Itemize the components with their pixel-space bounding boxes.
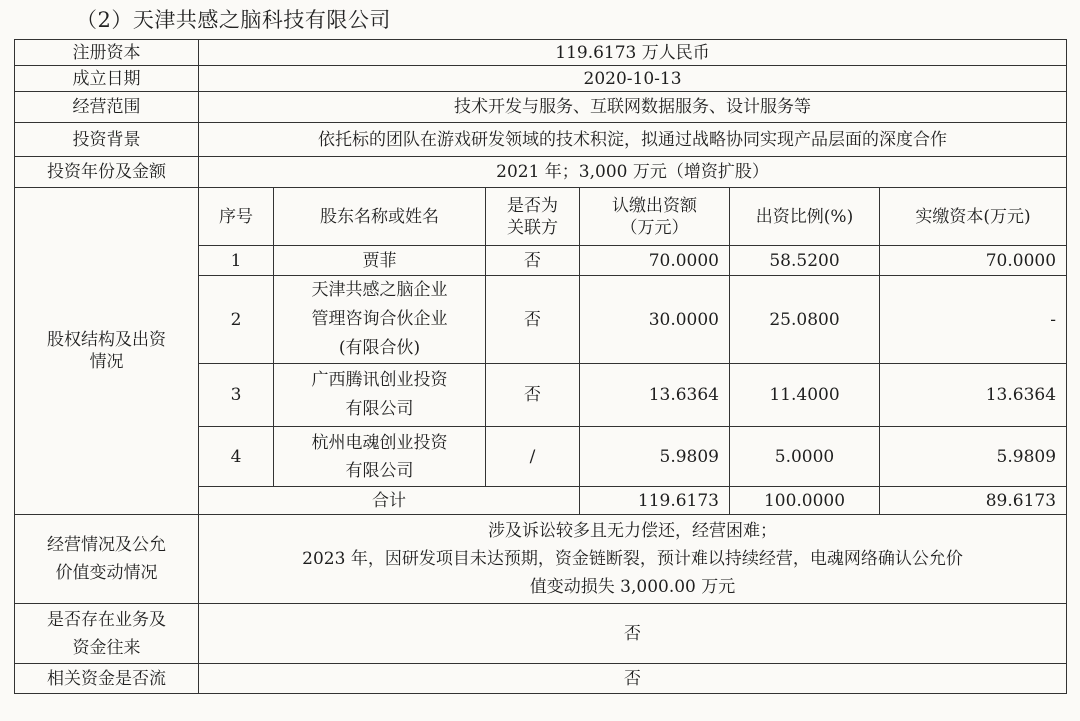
registered-capital-value: 119.6173 万人民币	[199, 40, 1067, 66]
related-cell: 否	[486, 364, 580, 427]
registered-capital-label: 注册资本	[15, 40, 199, 66]
ratio-cell: 5.0000	[730, 427, 880, 487]
seq-cell: 2	[199, 276, 274, 364]
business-scope-value: 技术开发与服务、互联网数据服务、设计服务等	[199, 92, 1067, 123]
ratio-cell: 25.0800	[730, 276, 880, 364]
established-date-value: 2020-10-13	[199, 66, 1067, 92]
related-cell: 否	[486, 276, 580, 364]
header-name: 股东名称或姓名	[274, 188, 486, 246]
header-paid: 实缴资本(万元)	[880, 188, 1067, 246]
seq-cell: 4	[199, 427, 274, 487]
row-investment-background	[15, 123, 1067, 157]
subscribed-cell: 5.9809	[580, 427, 730, 487]
company-info-table	[14, 39, 1067, 694]
investment-year-value: 2021 年；3,000 万元（增资扩股）	[199, 157, 1067, 188]
shareholder-name: 天津共感之脑企业 管理咨询合伙企业 (有限合伙)	[274, 276, 486, 364]
row-fund-flow	[15, 664, 1067, 694]
equity-structure-label: 股权结构及出资 情况	[15, 188, 199, 515]
total-paid: 89.6173	[880, 487, 1067, 515]
business-dealings-label: 是否存在业务及 资金往来	[15, 604, 199, 664]
row-investment-year	[15, 157, 1067, 188]
business-scope-label: 经营范围	[15, 92, 199, 123]
shareholder-name: 贾菲	[274, 246, 486, 276]
related-cell: /	[486, 427, 580, 487]
operation-status-label: 经营情况及公允 价值变动情况	[15, 515, 199, 604]
seq-cell: 3	[199, 364, 274, 427]
paid-cell: 13.6364	[880, 364, 1067, 427]
section-heading: （2）天津共感之脑科技有限公司	[76, 8, 391, 32]
related-cell: 否	[486, 246, 580, 276]
fund-flow-label: 相关资金是否流	[15, 664, 199, 694]
ratio-cell: 58.5200	[730, 246, 880, 276]
subscribed-cell: 70.0000	[580, 246, 730, 276]
subscribed-cell: 30.0000	[580, 276, 730, 364]
equity-header-row	[15, 188, 1067, 246]
investment-background-value: 依托标的团队在游戏研发领域的技术积淀，拟通过战略协同实现产品层面的深度合作	[199, 123, 1067, 157]
shareholder-name: 杭州电魂创业投资 有限公司	[274, 427, 486, 487]
total-ratio: 100.0000	[730, 487, 880, 515]
shareholder-name: 广西腾讯创业投资 有限公司	[274, 364, 486, 427]
header-subscribed: 认缴出资额 （万元）	[580, 188, 730, 246]
paid-cell: 5.9809	[880, 427, 1067, 487]
fund-flow-value: 否	[199, 664, 1067, 694]
row-operation-status	[15, 515, 1067, 604]
header-ratio: 出资比例(%)	[730, 188, 880, 246]
row-registered-capital	[15, 40, 1067, 66]
operation-status-value: 涉及诉讼较多且无力偿还，经营困难； 2023 年，因研发项目未达预期，资金链断裂，预计难以持续经营，电魂网络确认公允价 值变动损失 3,000.00 万元	[199, 515, 1067, 604]
established-date-label: 成立日期	[15, 66, 199, 92]
row-established-date	[15, 66, 1067, 92]
seq-cell: 1	[199, 246, 274, 276]
row-business-scope	[15, 92, 1067, 123]
total-label: 合计	[199, 487, 580, 515]
row-business-dealings	[15, 604, 1067, 664]
header-seq: 序号	[199, 188, 274, 246]
ratio-cell: 11.4000	[730, 364, 880, 427]
paid-cell: -	[880, 276, 1067, 364]
investment-year-label: 投资年份及金额	[15, 157, 199, 188]
subscribed-cell: 13.6364	[580, 364, 730, 427]
paid-cell: 70.0000	[880, 246, 1067, 276]
investment-background-label: 投资背景	[15, 123, 199, 157]
business-dealings-value: 否	[199, 604, 1067, 664]
header-related: 是否为 关联方	[486, 188, 580, 246]
total-subscribed: 119.6173	[580, 487, 730, 515]
